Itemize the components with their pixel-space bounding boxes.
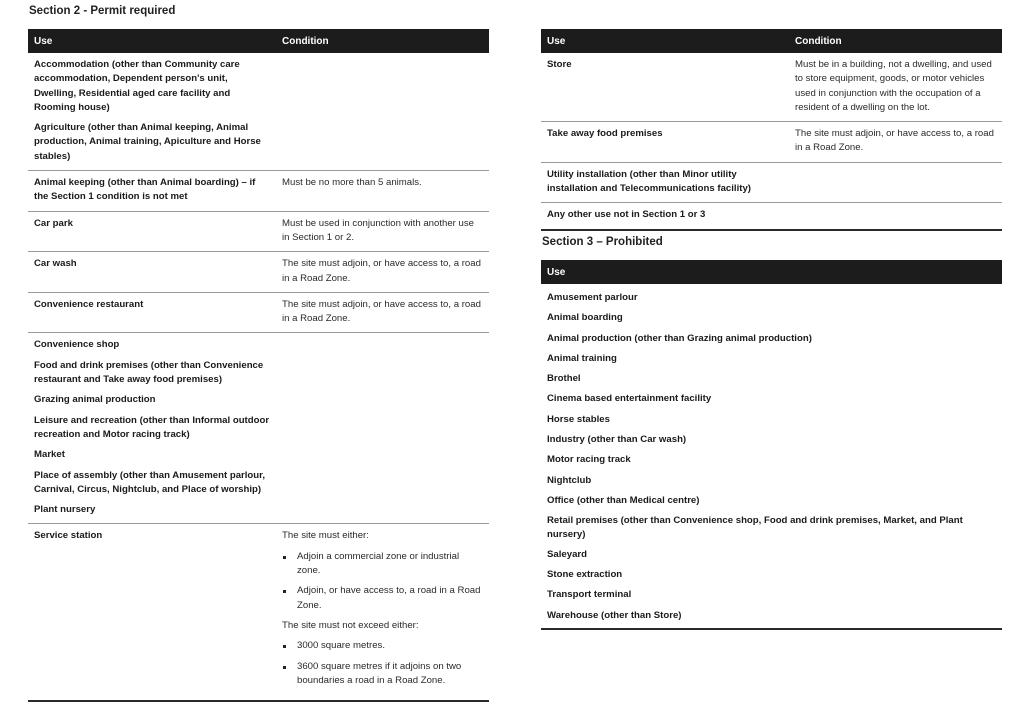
use-column-header: Use <box>541 260 1002 284</box>
table-row <box>541 329 1002 349</box>
use-cell <box>28 524 276 701</box>
prohibited-table <box>541 260 1002 630</box>
use-cell: Warehouse (other than Store) <box>541 606 1002 629</box>
use-name: Car park <box>34 217 73 229</box>
condition-cell: The site must adjoin, or have access to, a road in a Road Zone. <box>789 122 1002 163</box>
table-row <box>541 450 1002 470</box>
use-name: Leisure and recreation (other than Informal outdoor recreation and Motor racing track) <box>34 414 270 440</box>
table-row <box>28 333 489 524</box>
use-cell: Brothel <box>547 373 581 385</box>
table-row <box>541 471 1002 491</box>
use-cell <box>28 292 276 333</box>
use-cell: Office (other than Medical centre) <box>547 494 700 506</box>
use-name: Convenience shop <box>34 339 120 351</box>
use-cell: Any other use not in Section 1 or 3 <box>541 203 789 230</box>
table-row <box>541 565 1002 585</box>
table-row <box>541 162 1002 203</box>
use-name: Grazing animal production <box>34 394 156 406</box>
use-name: Car wash <box>34 258 77 270</box>
use-cell: Animal production (other than Grazing animal production) <box>547 332 812 344</box>
condition-cell: The site must adjoin, or have access to, a road in a Road Zone. <box>276 292 489 333</box>
permit-required-table-right <box>541 29 1002 231</box>
condition-bullet: 3600 square metres if it adjoins on two boundaries a road in a Road Zone. <box>282 660 483 689</box>
table-row <box>541 511 1002 545</box>
use-cell <box>28 53 276 171</box>
table-row <box>28 252 489 293</box>
use-name: Accommodation (other than Community care accommodation, Dependent person's unit, Dwelling, Residential aged care facility and Rooming house) <box>34 59 240 113</box>
use-cell: Saleyard <box>547 548 588 560</box>
use-cell: Amusement parlour <box>547 292 638 303</box>
table-row <box>541 53 1002 122</box>
table-row <box>28 524 489 701</box>
use-cell: Industry (other than Car wash) <box>547 434 687 446</box>
condition-text: The site must not exceed either: <box>282 619 419 631</box>
use-name: Food and drink premises (other than Convenience restaurant and Take away food premises) <box>34 359 264 386</box>
use-cell: Animal training <box>547 352 617 364</box>
condition-column-header: Condition <box>276 29 489 53</box>
condition-column-header: Condition <box>789 29 1002 53</box>
use-cell <box>28 171 276 212</box>
table-row <box>541 585 1002 605</box>
condition-cell <box>789 203 1002 230</box>
use-name: Agriculture (other than Animal keeping, Animal production, Animal training, Apiculture and Horse stables) <box>34 122 261 162</box>
use-cell: Transport terminal <box>547 589 632 601</box>
condition-cell: Must be no more than 5 animals. <box>276 171 489 212</box>
table-row <box>541 389 1002 409</box>
condition-cell <box>789 162 1002 203</box>
use-cell: Take away food premises <box>541 122 789 163</box>
table-row <box>541 369 1002 389</box>
table-row <box>28 171 489 212</box>
condition-cell <box>276 333 489 524</box>
table-row <box>28 211 489 252</box>
condition-cell: Must be used in conjunction with another use in Section 1 or 2. <box>276 211 489 252</box>
condition-cell: The site must adjoin, or have access to, a road in a Road Zone. <box>276 252 489 293</box>
condition-cell: Must be in a building, not a dwelling, and used to store equipment, goods, or motor vehicles used in conjunction with the occupation of a resident of a dwelling on the lot. <box>789 53 1002 122</box>
use-column-header: Use <box>541 29 789 53</box>
condition-cell <box>276 524 489 701</box>
table-row <box>28 53 489 171</box>
table-row <box>541 122 1002 163</box>
use-cell: Retail premises (other than Convenience shop, Food and drink premises, Market, and Plant nursery) <box>547 515 963 540</box>
condition-cell <box>276 53 489 171</box>
table-row <box>541 606 1002 629</box>
use-cell: Horse stables <box>547 413 610 425</box>
table-row <box>541 430 1002 450</box>
condition-text: The site must either: <box>282 530 369 542</box>
condition-bullet: Adjoin, or have access to, a road in a Road Zone. <box>282 584 483 613</box>
use-name: Convenience restaurant <box>34 298 144 310</box>
use-cell: Motor racing track <box>547 454 631 466</box>
section-3-title: Section 3 – Prohibited <box>542 236 663 248</box>
use-cell <box>28 333 276 524</box>
use-cell: Stone extraction <box>547 569 623 581</box>
use-cell <box>28 252 276 293</box>
use-name: Market <box>34 449 65 461</box>
use-name: Service station <box>34 530 103 542</box>
use-name: Place of assembly (other than Amusement parlour, Carnival, Circus, Nightclub, and Place of worship) <box>34 469 266 495</box>
table-row <box>541 203 1002 230</box>
use-cell: Utility installation (other than Minor utility installation and Telecommunications facility) <box>541 162 789 203</box>
permit-required-table-left <box>28 29 489 702</box>
use-cell: Animal boarding <box>547 312 623 324</box>
table-row <box>541 545 1002 565</box>
use-cell: Nightclub <box>547 474 592 486</box>
section-2-title: Section 2 - Permit required <box>29 5 176 17</box>
use-cell <box>28 211 276 252</box>
table-row <box>541 349 1002 369</box>
use-name: Plant nursery <box>34 504 96 516</box>
condition-bullet: 3000 square metres. <box>282 639 483 653</box>
use-cell: Store <box>541 53 789 122</box>
condition-bullet: Adjoin a commercial zone or industrial zone. <box>282 550 483 579</box>
table-row <box>541 284 1002 308</box>
table-row <box>541 491 1002 511</box>
use-column-header: Use <box>28 29 276 53</box>
table-row <box>541 410 1002 430</box>
table-row <box>28 292 489 333</box>
use-name: Animal keeping (other than Animal boarding) – if the Section 1 condition is not met <box>34 177 256 203</box>
use-cell: Cinema based entertainment facility <box>547 393 712 405</box>
table-row <box>541 308 1002 328</box>
